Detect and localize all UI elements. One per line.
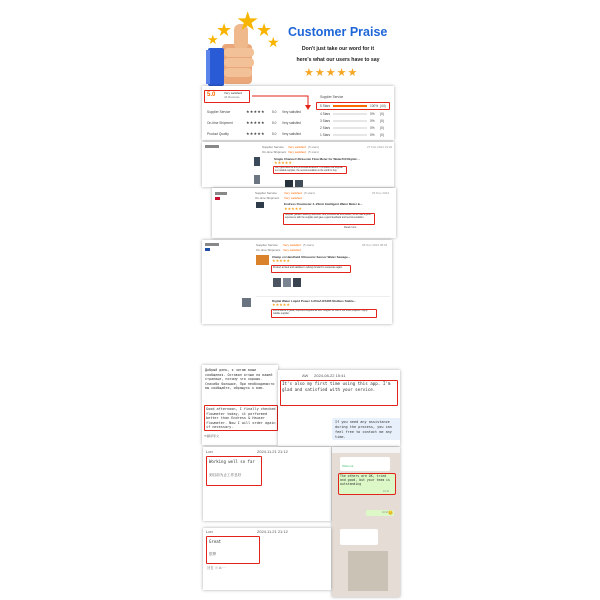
star-icon: ★	[236, 6, 260, 36]
review-stars: ★★★★★	[272, 302, 290, 307]
rating-summary-panel	[202, 86, 394, 140]
product-thumbnail	[256, 255, 269, 265]
rating-row-verdict: Very satisfied	[282, 110, 301, 114]
emoji-icon: 🙂	[388, 510, 393, 515]
on-time-label: On-time Shipment	[255, 196, 280, 200]
message-time: 10:12	[383, 490, 389, 493]
divider	[256, 296, 390, 297]
star-icon: ★	[207, 32, 219, 47]
reviewer-avatar	[205, 145, 219, 148]
rating-row-stars: ★★★★★	[246, 109, 265, 114]
rating-row-score: 5.0	[272, 110, 277, 114]
review-comment: Supplier guided installing flowmeter, and professional technicians, so we had a good experience with the supplier and gave a good feedback and recommendation.	[283, 213, 375, 225]
breakdown-count: (44)	[380, 104, 386, 108]
chat-message: Great	[209, 539, 222, 544]
rating-row-verdict: Very satisfied	[282, 121, 301, 125]
verdict: Very satisfied	[283, 248, 301, 252]
breakdown-count: (0)	[380, 126, 384, 130]
review-photo	[285, 180, 293, 187]
verdict: Very satisfied	[284, 196, 302, 200]
verdict: Very satisfied	[288, 150, 306, 154]
product-thumbnail	[256, 202, 264, 208]
breakdown-bar	[333, 105, 367, 107]
review-stars: ★★★★★	[272, 258, 290, 263]
breakdown-label: 3 Stars	[320, 119, 331, 123]
quoted-text: Others ok	[342, 465, 354, 468]
subtitle-line-2: here's what our users have to say	[296, 57, 380, 63]
country-flag-icon	[215, 197, 220, 200]
chat-message: It's also my first time using this app. I'm glad and satisfied with your service.	[282, 381, 391, 392]
country-flag-icon	[205, 248, 210, 251]
rating-row-verdict: Very satisfied	[282, 132, 301, 136]
rating-row-score: 5.0	[272, 132, 277, 136]
breakdown-pct: 100%	[370, 104, 379, 108]
breakdown-pct: 0%	[370, 119, 375, 123]
whatsapp-message-text: The others are OK, tried and good, but your team is outstanding	[340, 474, 390, 487]
star-icon: ★	[267, 34, 280, 50]
stars-label: (5 stars)	[308, 145, 320, 149]
verdict: Very satisfied	[283, 243, 301, 247]
page-title: Customer Praise	[288, 25, 388, 39]
on-time-label: On-time Shipment	[256, 248, 281, 252]
certificate-image	[348, 551, 388, 591]
supplier-service-label: Supplier Service	[255, 191, 277, 195]
breakdown-title: Supplier Service	[320, 95, 344, 99]
agent-message: If you need any assistance during the process, you can feel free to contact me any time.	[335, 420, 392, 438]
sender-name: AW	[302, 373, 309, 378]
breakdown-label: 5 Stars	[320, 104, 331, 108]
product-thumbnail	[254, 157, 260, 166]
rating-row-label: Product Quality	[207, 132, 229, 136]
rating-row-label: Supplier Service	[207, 110, 231, 114]
breakdown-count: (0)	[380, 112, 384, 116]
review-date: 25 Dec 2023	[372, 191, 390, 195]
chat-translation: 到目前为止工作良好	[209, 473, 242, 477]
rating-row-score: 5.0	[272, 121, 277, 125]
message-time: 10:13	[382, 511, 388, 514]
review-date: 08 Nov 2023 08:54	[362, 243, 388, 247]
russian-message: Добрый день, я читаю ваши сообщения. Оставил отзыв на вашей странице, потому что хорошо. Спасибо большое. При необходимости вы сообщайте, обращусь к вам.	[205, 368, 275, 391]
message-time: 2024-08-22 15:41	[314, 373, 346, 378]
header-star-rating: ★★★★★	[304, 67, 359, 79]
reviewer-avatar	[215, 192, 227, 195]
translate-link[interactable]: 翻译原文	[207, 434, 220, 438]
review-photo	[295, 180, 303, 187]
verdict: Very satisfied	[284, 191, 302, 195]
product-title: Single Channel Ultrasonic Flow Meter for Water/Oil Digital ...	[274, 157, 360, 161]
status-bar	[332, 447, 400, 453]
star-icon: ★	[216, 20, 233, 40]
translate-icon: ⟲	[204, 434, 207, 438]
message-time: 2024.11.21 21:12	[257, 449, 288, 454]
chat-message: Working well so far	[209, 459, 255, 464]
breakdown-bar-fill	[333, 105, 367, 107]
overall-score-label: Very satisfied	[224, 91, 242, 95]
supplier-service-label: Supplier Service	[262, 145, 284, 149]
sender-name: Lon	[206, 529, 213, 534]
product-title: Digital Water Liquid Power 4-20mA RS485 Modbus Stable...	[272, 299, 357, 303]
rating-row-stars: ★★★★★	[246, 131, 265, 136]
verdict: Very satisfied	[288, 145, 306, 149]
review-date: 27 Feb 2024 19:26	[367, 145, 393, 149]
english-message: Good afternoon, I finally checked flowmeter today, it performed better than Endress & Hauser flowmeter. Now I will order again if necessary.	[204, 405, 278, 431]
breakdown-count: (0)	[380, 119, 384, 123]
stars-label: (5 stars)	[304, 191, 316, 195]
message-actions[interactable]: 回复 ⊕ ⧉ ···	[207, 566, 226, 570]
chat-translation: 很棒	[209, 552, 217, 556]
breakdown-count: (0)	[380, 133, 384, 137]
reviews-count: 44 Reviews	[224, 95, 240, 99]
breakdown-label: 4 Stars	[320, 112, 331, 116]
review-photo	[293, 278, 301, 287]
chat-screenshot-3	[203, 447, 331, 521]
breakdown-label: 2 Stars	[320, 126, 331, 130]
product-thumbnail	[242, 298, 251, 307]
stars-label: (5 stars)	[308, 150, 320, 154]
sender-name: Lon	[206, 449, 213, 454]
star-icon: ★	[256, 20, 273, 40]
breakdown-bar	[333, 134, 367, 136]
review-photo	[273, 278, 281, 287]
review-comment: Performance is great, shipment supplied as well. Support for use of our other projects. Highly reliable supplier.	[271, 309, 377, 318]
review-stars: ★★★★★	[284, 206, 302, 211]
chat-screenshot-1	[202, 365, 278, 445]
breakdown-pct: 0%	[370, 112, 375, 116]
breakdown-label: 1 Stars	[320, 133, 331, 137]
review-comment: Product arrived and satisfied. Looking forward to cooperate again.	[271, 265, 351, 273]
stars-label: (5 stars)	[303, 243, 315, 247]
breakdown-bar	[333, 127, 367, 129]
supplier-service-label: Supplier Service	[256, 243, 278, 247]
review-stars: ★★★★★	[274, 160, 292, 165]
overall-score: 5.0	[207, 92, 216, 98]
subtitle-line-1: Don't just take our word for it	[301, 46, 375, 52]
breakdown-pct: 0%	[370, 126, 375, 130]
breakdown-pct: 0%	[370, 133, 375, 137]
breakdown-bar	[333, 120, 367, 122]
on-time-label: On-time Shipment	[262, 150, 287, 154]
review-photo	[283, 278, 291, 287]
rating-row-stars: ★★★★★	[246, 120, 265, 125]
review-photo	[254, 175, 260, 184]
chat-screenshot-2	[278, 370, 400, 446]
product-title: Clamp on Handheld Ultrasonic Sensor Water Sewage...	[272, 255, 351, 259]
review-card-2	[212, 188, 396, 238]
breakdown-bar	[333, 113, 367, 115]
review-card-3	[202, 240, 392, 324]
review-comment: Very good service and professional advice. It is stated that supplier is a reliable supplier, the recommendation is the worth to buy.	[273, 166, 347, 174]
rating-row-label: On-time Shipment	[207, 121, 233, 125]
file-attachment	[340, 529, 378, 545]
whatsapp-screenshot	[332, 447, 400, 597]
chat-screenshot-4	[203, 528, 331, 590]
product-title: Endress Flowmeter 4~20mA Intelligent Water Meter &...	[284, 202, 363, 206]
reviewer-avatar	[205, 243, 219, 246]
message-time: 2024.11.21 21:12	[257, 529, 288, 534]
read-more-link[interactable]: Read more	[344, 226, 357, 229]
